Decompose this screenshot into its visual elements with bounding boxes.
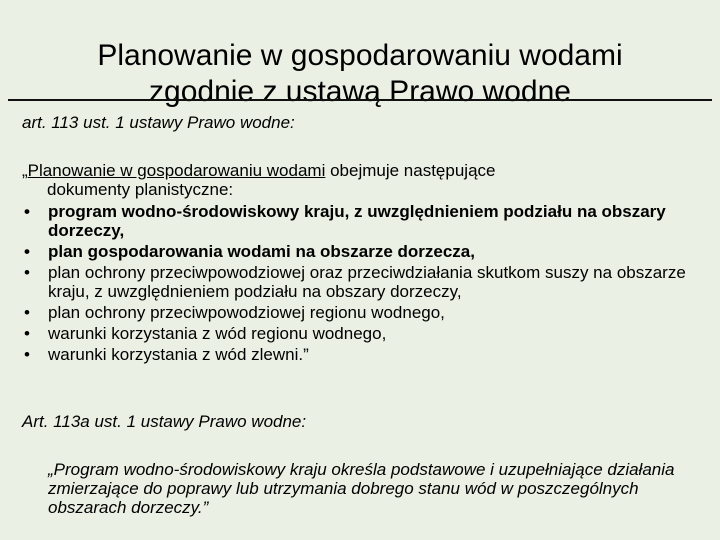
bullet-icon: • — [24, 202, 30, 221]
list-item-text: plan ochrony przeciwpowodziowej oraz przeciwdziałania skutkom suszy na obszarze kraju, z uwzględnieniem podziału na obszary dorzeczy, — [48, 263, 686, 301]
bullet-icon: • — [24, 303, 30, 322]
list-item-text: warunki korzystania z wód regionu wodnego, — [48, 324, 387, 343]
bullet-icon: • — [24, 324, 30, 343]
slide-title-line-2: zgodnie z ustawą Prawo wodne — [149, 75, 571, 109]
legal-reference-art-113: art. 113 ust. 1 ustawy Prawo wodne: — [22, 113, 295, 132]
list-item — [22, 263, 712, 301]
intro-rest: obejmuje następujące — [325, 161, 496, 180]
planning-documents-list — [22, 202, 712, 366]
list-item-text: plan gospodarowania wodami na obszarze dorzecza, — [48, 242, 475, 261]
title-divider — [8, 99, 712, 101]
list-item-text: program wodno-środowiskowy kraju, z uwzględnieniem podziału na obszary dorzeczy, — [48, 202, 666, 240]
program-definition-quote: „Program wodno-środowiskowy kraju określa podstawowe i uzupełniające działania zmierzające do poprawy lub utrzymania dobrego stanu wód w poszczególnych obszarach dorzeczy.” — [48, 460, 675, 517]
bullet-icon: • — [24, 242, 30, 261]
intro-underlined-phrase: Planowanie w gospodarowaniu wodami — [27, 161, 326, 180]
intro-continuation: dokumenty planistyczne: — [47, 180, 234, 199]
list-item — [22, 242, 712, 261]
list-item — [22, 202, 712, 240]
list-item-text: plan ochrony przeciwpowodziowej regionu wodnego, — [48, 303, 445, 322]
legal-reference-art-113a: Art. 113a ust. 1 ustawy Prawo wodne: — [22, 412, 307, 431]
slide-title-line-1: Planowanie w gospodarowaniu wodami — [97, 39, 623, 73]
intro-paragraph — [22, 161, 712, 199]
intro-first-line — [22, 161, 712, 180]
list-item — [22, 324, 712, 343]
bullet-icon: • — [24, 263, 30, 282]
intro-quote-mark: „ — [22, 161, 28, 180]
list-item — [22, 345, 712, 364]
list-item — [22, 303, 712, 322]
bullet-icon: • — [24, 345, 30, 364]
list-item-text: warunki korzystania z wód zlewni.” — [48, 345, 309, 364]
